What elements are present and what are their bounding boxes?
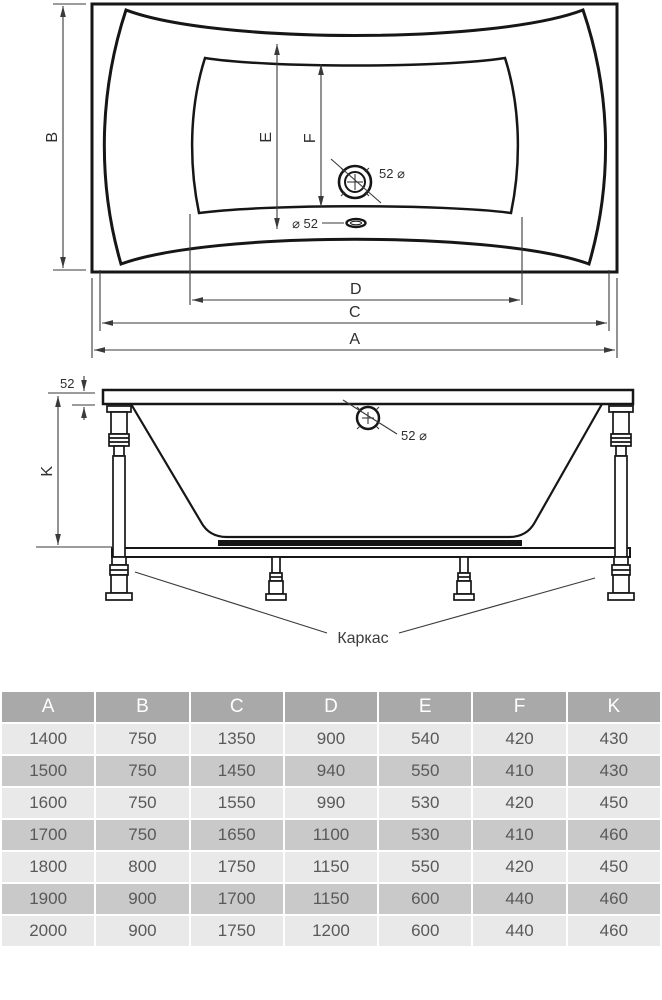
table-cell: 900 — [96, 916, 188, 946]
overflow-side-label: 52 ⌀ — [401, 428, 427, 443]
table-cell: 1150 — [285, 852, 377, 882]
dim-label-c: C — [348, 304, 362, 321]
table-cell: 1800 — [2, 852, 94, 882]
table-cell: 530 — [379, 788, 471, 818]
table-header-cell: F — [473, 692, 565, 722]
table-cell: 420 — [473, 852, 565, 882]
frame-leg-left-outer — [106, 406, 132, 600]
table-cell: 1550 — [191, 788, 283, 818]
table-cell: 1200 — [285, 916, 377, 946]
frame-leg-left-inner — [266, 557, 286, 600]
tub-side-profile — [131, 404, 602, 537]
table-cell: 430 — [568, 756, 660, 786]
dim-label-e: E — [258, 131, 275, 143]
table-cell: 420 — [473, 788, 565, 818]
table-cell: 900 — [96, 884, 188, 914]
top-view-drawing — [0, 0, 662, 370]
side-view-drawing — [0, 370, 662, 660]
table-cell: 530 — [379, 820, 471, 850]
table-cell: 440 — [473, 884, 565, 914]
table-cell: 750 — [96, 756, 188, 786]
table-cell: 410 — [473, 756, 565, 786]
frame-leader-left — [135, 572, 327, 633]
table-cell: 2000 — [2, 916, 94, 946]
table-cell: 1600 — [2, 788, 94, 818]
frame-leg-right-inner — [454, 557, 474, 600]
tub-deck — [103, 390, 633, 404]
dimension-table-section — [0, 690, 662, 948]
table-cell: 1450 — [191, 756, 283, 786]
dimensions-table — [0, 690, 662, 948]
tub-outline-rect — [92, 4, 617, 272]
frame-leg-right-outer — [608, 406, 634, 600]
table-cell: 410 — [473, 820, 565, 850]
dim-label-f: F — [302, 132, 319, 144]
table-cell: 1500 — [2, 756, 94, 786]
table-cell: 750 — [96, 788, 188, 818]
dim-label-d: D — [349, 281, 363, 298]
table-cell: 1750 — [191, 916, 283, 946]
table-cell: 460 — [568, 884, 660, 914]
table-cell: 440 — [473, 916, 565, 946]
table-header-row — [2, 692, 660, 722]
table-header-cell: A — [2, 692, 94, 722]
table-cell: 990 — [285, 788, 377, 818]
table-row — [2, 884, 660, 914]
table-cell: 450 — [568, 788, 660, 818]
table-cell: 750 — [96, 724, 188, 754]
overflow-label: ⌀ 52 — [292, 216, 318, 231]
table-cell: 750 — [96, 820, 188, 850]
table-cell: 550 — [379, 756, 471, 786]
table-cell: 1700 — [2, 820, 94, 850]
table-header-cell: K — [568, 692, 660, 722]
table-cell: 940 — [285, 756, 377, 786]
table-cell: 1150 — [285, 884, 377, 914]
table-cell: 550 — [379, 852, 471, 882]
table-row — [2, 820, 660, 850]
frame-label: Каркас — [337, 630, 389, 647]
table-cell: 1350 — [191, 724, 283, 754]
rim-height-label: 52 — [60, 376, 75, 391]
table-row — [2, 852, 660, 882]
table-cell: 540 — [379, 724, 471, 754]
table-cell: 900 — [285, 724, 377, 754]
table-cell: 1650 — [191, 820, 283, 850]
table-header-cell: B — [96, 692, 188, 722]
table-row — [2, 756, 660, 786]
table-cell: 600 — [379, 916, 471, 946]
drain — [331, 159, 381, 203]
table-cell: 800 — [96, 852, 188, 882]
table-cell: 1700 — [191, 884, 283, 914]
table-header-cell: D — [285, 692, 377, 722]
dim-label-b: B — [44, 131, 61, 143]
table-header-cell: C — [191, 692, 283, 722]
table-body — [2, 724, 660, 946]
table-cell: 1100 — [285, 820, 377, 850]
table-cell: 460 — [568, 916, 660, 946]
drain-label: 52 ⌀ — [379, 166, 405, 181]
table-cell: 430 — [568, 724, 660, 754]
dim-label-a: A — [349, 331, 361, 348]
table-cell: 420 — [473, 724, 565, 754]
table-row — [2, 724, 660, 754]
table-row — [2, 788, 660, 818]
overflow-top — [322, 219, 366, 227]
table-header-cell: E — [379, 692, 471, 722]
table-cell: 1750 — [191, 852, 283, 882]
table-cell: 450 — [568, 852, 660, 882]
frame-bar — [112, 548, 630, 557]
table-cell: 460 — [568, 820, 660, 850]
dim-label-k: K — [39, 465, 56, 477]
table-row — [2, 916, 660, 946]
table-cell: 1400 — [2, 724, 94, 754]
table-cell: 1900 — [2, 884, 94, 914]
table-cell: 600 — [379, 884, 471, 914]
frame-leader-right — [399, 578, 595, 633]
